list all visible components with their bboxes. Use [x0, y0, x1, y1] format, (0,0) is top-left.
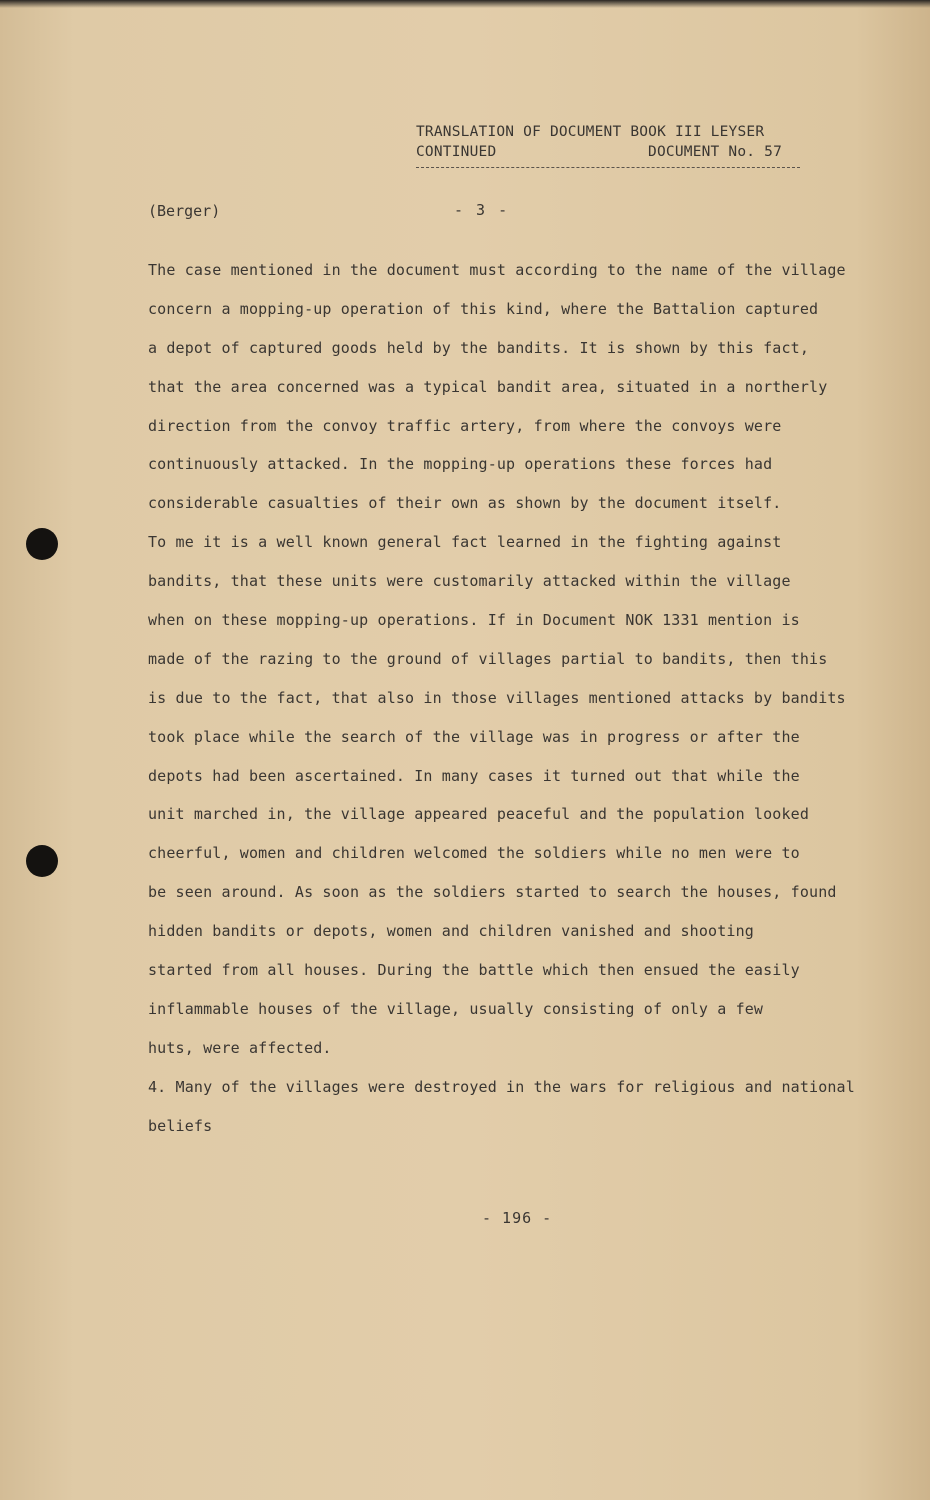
document-header [416, 122, 806, 162]
page-number: - 196 - [482, 1209, 553, 1227]
body-line: continuously attacked. In the mopping-up operations these forces had [148, 455, 773, 474]
punch-hole-upper [26, 528, 58, 560]
body-line: inflammable houses of the village, usually consisting of only a few [148, 999, 764, 1018]
body-line: beliefs [148, 1116, 213, 1135]
section-page-marker: - 3 - [454, 201, 510, 219]
body-line: started from all houses. During the battle which then ensued the easily [148, 961, 800, 980]
body-line: To me it is a well known general fact learned in the fighting against [148, 533, 782, 552]
punch-hole-lower [26, 845, 58, 877]
body-line: a depot of captured goods held by the bandits. It is shown by this fact, [148, 338, 810, 357]
body-line: took place while the search of the village was in progress or after the [148, 727, 800, 746]
speaker-name: (Berger) [148, 202, 221, 220]
body-line: hidden bandits or depots, women and children vanished and shooting [148, 922, 754, 941]
header-rule [416, 167, 800, 168]
body-line: that the area concerned was a typical bandit area, situated in a northerly [148, 377, 828, 396]
header-document-number: DOCUMENT No. 57 [648, 144, 782, 160]
body-line: bandits, that these units were customarily attacked within the village [148, 572, 791, 591]
body-line: depots had been ascertained. In many cases it turned out that while the [148, 766, 800, 785]
body-line: The case mentioned in the document must according to the name of the village [148, 261, 846, 279]
page-top-edge [0, 0, 930, 8]
body-line: considerable casualties of their own as shown by the document itself. [148, 494, 782, 513]
body-line: unit marched in, the village appeared peaceful and the population looked [148, 805, 810, 824]
header-second-row [416, 142, 806, 162]
body-line: huts, were affected. [148, 1038, 332, 1057]
body-line: is due to the fact, that also in those villages mentioned attacks by bandits [148, 688, 846, 707]
body-line: direction from the convoy traffic artery, from where the convoys were [148, 416, 782, 435]
body-line: cheerful, women and children welcomed the soldiers while no men were to [148, 844, 800, 863]
header-continued: CONTINUED [416, 144, 497, 160]
body-line: 4. Many of the villages were destroyed in the wars for religious and national [148, 1077, 855, 1096]
body-line: concern a mopping-up operation of this kind, where the Battalion captured [148, 299, 819, 318]
body-line: when on these mopping-up operations. If in Document NOK 1331 mention is [148, 611, 800, 630]
body-line: be seen around. As soon as the soldiers started to search the houses, found [148, 883, 837, 902]
header-title-row [416, 122, 806, 142]
header-title: TRANSLATION OF DOCUMENT BOOK III LEYSER [416, 124, 765, 140]
body-line: made of the razing to the ground of villages partial to bandits, then this [148, 649, 828, 668]
body-text [148, 256, 908, 1150]
